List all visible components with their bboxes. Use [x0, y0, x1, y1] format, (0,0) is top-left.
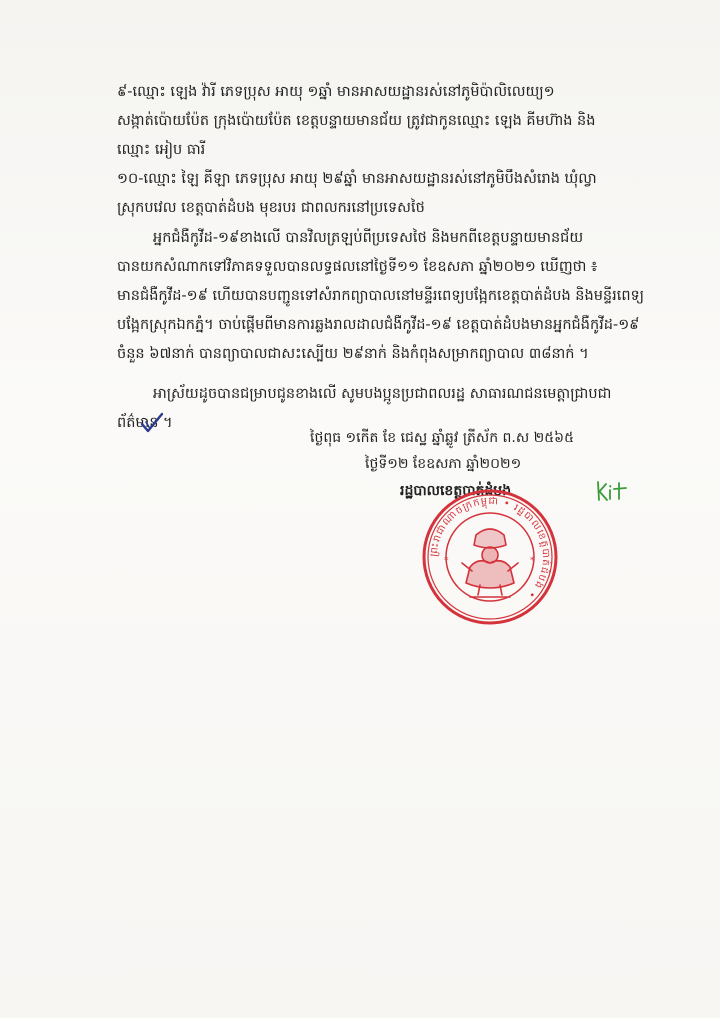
text-line: ចំនួន ៦៧នាក់ បានព្យាបាលជាសះស្បើយ ២៩នាក់ និងកំពុងសម្រាកព្យាបាល ៣៨នាក់ ។	[117, 346, 589, 362]
svg-text:*: *	[444, 556, 449, 566]
check-mark-icon	[140, 412, 164, 434]
text-line: ១០-ឈ្មោះ ឡៃ គីឡា ភេទប្រុស អាយុ ២៩ឆ្នាំ មានអាសយដ្ឋានរស់នៅភូមិបឹងសំរោង ឃុំល្វា	[117, 171, 597, 187]
paragraph-summary	[117, 224, 659, 369]
text-line: អាស្រ័យដូចបានជម្រាបជូនខាងលើ សូមបងប្អូនប្រជាពលរដ្ឋ សាធារណជនមេត្តាជ្រាបជា	[153, 386, 612, 402]
text-line: សង្កាត់ប៉ោយប៉ែត ក្រុងប៉ោយប៉ែត ខេត្តបន្ទាយមានជ័យ ត្រូវជាកូនឈ្មោះ ឡេង គីមហ៊ាង និង	[117, 113, 596, 129]
issuing-authority: រដ្ឋបាលខេត្តបាត់ដំបង	[400, 483, 512, 499]
text-line: អ្នកជំងឺកូវីដ-១៩ខាងលើ បានវិលត្រឡប់ពីប្រទេសថៃ និងមកពីខេត្តបន្ទាយមានជ័យ	[153, 230, 584, 246]
official-seal	[420, 487, 560, 627]
text-line: បង្អែកស្រុកឯកភ្នំ។ ចាប់ផ្តើមពីមានការឆ្លងរាលដាលជំងឺកូវីដ-១៩ ខេត្តបាត់ដំបងមានអ្នកជំងឺកូវីដ-១៩	[117, 317, 640, 333]
text-line: មានជំងឺកូវីដ-១៩ ហើយបានបញ្ជូនទៅសំរាកព្យាបាលនៅមន្ទីរពេទ្យបង្អែកខេត្តបាត់ដំបង និងមន្ទីរពេទ្យ	[117, 288, 645, 304]
text-line: បានយកសំណាកទៅវិភាគទទួលបានលទ្ធផលនៅថ្ងៃទី១១ ខែឧសភា ឆ្នាំ២០២១ ឃើញថា ៖	[117, 259, 598, 275]
lunar-date: ថ្ងៃពុធ ១កើត ខែ ជេស្ឋ ឆ្នាំឆ្លូវ ត្រីស័ក ព.ស ២៥៦៥	[310, 430, 574, 446]
text-line: ព័ត៌មាន ។	[117, 415, 173, 431]
seal-inscription: ព្រះរាជាណាចក្រកម្ពុជា • រដ្ឋបាលខេត្តបាត់ដំបង •	[428, 495, 552, 601]
solar-date: ថ្ងៃទី១២ ខែឧសភា ឆ្នាំ២០២១	[365, 456, 522, 472]
svg-text:*: *	[530, 556, 535, 566]
text-line: ស្រុកបវេល ខេត្តបាត់ដំបង មុខរបរ ជាពលករនៅប្រទេសថៃ	[117, 200, 425, 216]
text-line: ៩-ឈ្មោះ ឡេង វ៉ារី ភេទប្រុស អាយុ ១ឆ្នាំ មានអាសយដ្ឋានរស់នៅភូមិប៉ាលិលេយ្យ១	[117, 84, 555, 100]
paragraph-case-details	[117, 78, 659, 223]
handwritten-initials	[595, 478, 629, 504]
text-line: ឈ្មោះ អៀប ធារី	[117, 142, 206, 158]
